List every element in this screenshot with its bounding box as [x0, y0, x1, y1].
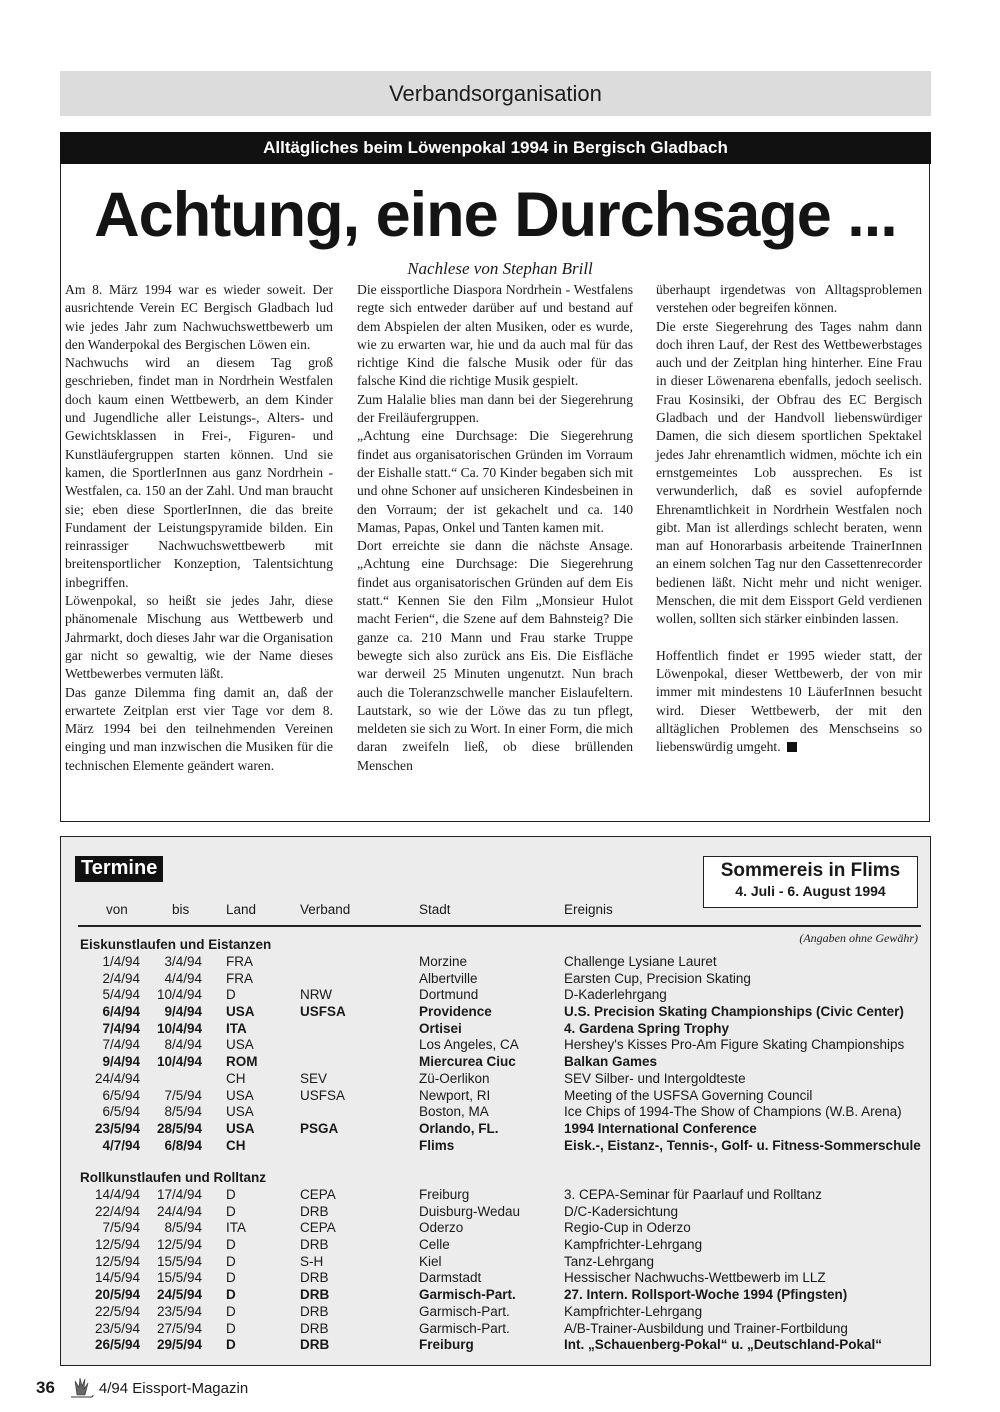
magazine-issue: 4/94 Eissport-Magazin: [98, 1379, 249, 1397]
cell-stadt: Garmisch-Part.: [419, 1287, 516, 1303]
cell-land: D: [226, 1253, 236, 1269]
event-row: [0, 1270, 1000, 1287]
cell-von: 26/5/94: [94, 1337, 140, 1353]
cell-von: 22/4/94: [94, 1203, 140, 1219]
cell-verband: PSGA: [300, 1120, 339, 1136]
cell-verband: CEPA: [300, 1220, 336, 1236]
cell-stadt: Newport, RI: [419, 1087, 491, 1103]
cell-bis: 8/4/94: [164, 1037, 202, 1053]
cell-stadt: Boston, MA: [419, 1104, 489, 1120]
header-ereignis: Ereignis: [564, 902, 613, 917]
event-row: [0, 1104, 1000, 1121]
cell-von: 5/4/94: [102, 987, 140, 1003]
cell-ereignis: Kampfrichter-Lehrgang: [564, 1303, 703, 1319]
cell-ereignis: A/B-Trainer-Ausbildung und Trainer-Fortbildung: [564, 1320, 848, 1336]
cell-bis: 12/5/94: [156, 1237, 202, 1253]
cell-ereignis: Balkan Games: [564, 1054, 658, 1070]
cell-von: 14/5/94: [94, 1270, 140, 1286]
paragraph: Das ganze Dilemma fing damit an, daß der erwartete Zeitplan erst vier Tage vor dem 8. März 1994 bei den teilnehmenden Vereinen einging und man inzwischen die Musiken für die technischen Elemente geändert waren.: [65, 684, 333, 773]
cell-verband: DRB: [300, 1287, 330, 1303]
article-column-1: [65, 281, 333, 775]
cell-ereignis: Meeting of the USFSA Governing Council: [564, 1087, 813, 1103]
paragraph: Dort erreichte sie dann die nächste Ansage. „Achtung eine Durchsage: Die Siegerehrung findet aus organisatorischen Gründen auf dem Eis statt.“ Kennen Sie den Film „Monsieur Hulot macht Ferien“, die Szene auf dem Bahnsteig? Die ganze ca. 210 Mann und Frau starke Truppe bewegte sich also zurück ans Eis. Die Eisfläche war derweil 25 Minuten ungenutzt. Nun brach auch die Toleranzschwelle mancher Eislaufeltern. Lautstark, so wie der Löwe das zu tun pflegt, meldeten sie sich zu Wort. In einer Form, die mich daran zweifeln ließ, ob diese brüllenden Menschen: [357, 538, 633, 773]
header-land: Land: [226, 902, 257, 917]
page-footer: [36, 1375, 248, 1401]
cell-stadt: Orlando, FL.: [419, 1120, 499, 1136]
event-row: [0, 1054, 1000, 1071]
cell-bis: 10/4/94: [156, 987, 202, 1003]
cell-land: FRA: [226, 954, 253, 969]
header-bis: bis: [172, 902, 190, 917]
event-row: [0, 1304, 1000, 1321]
category-heading: Eiskunstlaufen und Eistanzen: [80, 937, 272, 952]
cell-bis: 23/5/94: [156, 1303, 202, 1319]
event-row: [0, 1088, 1000, 1105]
section-banner: [60, 71, 931, 116]
event-row: [0, 1021, 1000, 1038]
cell-land: ITA: [226, 1220, 246, 1236]
cell-land: D: [226, 1320, 236, 1336]
cell-land: USA: [226, 1120, 255, 1136]
cell-ereignis: 27. Intern. Rollsport-Woche 1994 (Pfingsten): [564, 1287, 848, 1303]
cell-land: D: [226, 1237, 236, 1253]
paragraph: Die erste Siegerehrung des Tages nahm dann doch ihren Lauf, der Rest des Wettbewerbstages auch und der Zeitplan hing hinterher. Eine Frau in dieser Löwenarena ebenfalls, jedoch seelisch. Frau Kosinsiki, der Obfrau des EC Bergisch Gladbach und der Handvoll liebenswürdiger Damen, die sich diesem sportlichen Spektakel jedes Jahr ehrenamtlich widmen, möchte ich ein ernstgemeintes Lob aussprechen. Es ist verwunderlich, daß es soviel aufopfernde Ehrenamtlichkeit in Nordrhein Westfalen noch gibt. Man ist allerdings schlecht beraten, wenn man auf Honorarbasis arbeitende TrainerInnen an einem solchen Tag nur den Cassettenrecorder bedienen läßt. Nicht mehr und nicht weniger. Menschen, die mit dem Eissport Geld verdienen wollen, sollten sich stärker einbinden lassen.: [656, 318, 922, 627]
cell-ereignis: U.S. Precision Skating Championships (Civic Center): [564, 1004, 904, 1020]
cell-verband: DRB: [300, 1203, 329, 1219]
cell-von: 20/5/94: [94, 1287, 140, 1303]
cell-von: 7/4/94: [102, 1037, 140, 1053]
article-byline: Nachlese von Stephan Brill: [407, 259, 593, 278]
category-heading: Rollkunstlaufen und Rolltanz: [80, 1170, 266, 1185]
cell-land: D: [226, 1287, 236, 1303]
cell-von: 12/5/94: [94, 1253, 140, 1269]
cell-verband: NRW: [300, 987, 332, 1003]
cell-ereignis: Int. „Schauenberg-Pokal“ u. „Deutschland-Pokal“: [564, 1337, 883, 1353]
cell-stadt: Flims: [419, 1137, 455, 1153]
header-rule: [78, 925, 921, 927]
cell-stadt: Garmisch-Part.: [419, 1320, 510, 1336]
page-number: 36: [36, 1378, 55, 1397]
cell-bis: 7/5/94: [164, 1087, 202, 1103]
cell-von: 9/4/94: [102, 1054, 140, 1070]
header-von: von: [106, 902, 128, 917]
cell-verband: DRB: [300, 1303, 329, 1319]
cell-ereignis: Earsten Cup, Precision Skating: [564, 970, 751, 986]
cell-stadt: Los Angeles, CA: [419, 1037, 519, 1053]
cell-von: 7/4/94: [102, 1020, 140, 1036]
paragraph: „Achtung eine Durchsage: Die Siegerehrung findet aus organisatorischen Gründen im Vorraum der Eishalle statt.“ Ca. 70 Kinder begaben sich mit und ohne Schoner auf unsicheren Kindesbeinen in den Vorraum; der ist gekachelt und ca. 140 Mamas, Papas, Onkel und Tanten kamen mit.: [357, 428, 633, 535]
cell-stadt: Duisburg-Wedau: [419, 1203, 521, 1219]
cell-verband: DRB: [300, 1270, 329, 1286]
skate-wing-icon: [69, 1375, 95, 1401]
promo-dates: 4. Juli - 6. August 1994: [735, 883, 886, 899]
cell-bis: 3/4/94: [164, 954, 202, 969]
cell-stadt: Darmstadt: [419, 1270, 482, 1286]
header-stadt: Stadt: [419, 902, 451, 917]
paragraph: Löwenpokal, so heißt sie jedes Jahr, diese phänomenale Mischung aus Wettbewerb und Jahrmarkt, doch dieses Jahr war die Organisation gar nicht so gewaltig, wie der Name dieses Wettbewerbes vermuten läßt.: [65, 593, 333, 682]
cell-bis: 24/5/94: [156, 1287, 202, 1303]
cell-von: 14/4/94: [94, 1187, 140, 1202]
cell-land: D: [226, 1270, 236, 1286]
cell-von: 1/4/94: [102, 954, 140, 969]
cell-von: 6/4/94: [102, 1004, 140, 1020]
cell-von: 23/5/94: [94, 1120, 140, 1136]
article-headline: Achtung, eine Durchsage ...: [94, 180, 897, 250]
paragraph: Die eissportliche Diaspora Nordrhein - Westfalens regte sich entweder darüber auf und bestand auf dem Abspielen der alten Musiken, oder es wurde, wie zu erwarten war, hie und da auch mal für das richtige Kind die falsche Musik oder für das falsche Kind die richtige Musik gespielt.: [357, 282, 633, 389]
promo-box: [703, 856, 918, 908]
cell-land: ROM: [226, 1054, 258, 1070]
paragraph: überhaupt irgendetwas von Alltagsproblemen verstehen oder begreifen können.: [656, 282, 922, 316]
cell-stadt: Morzine: [419, 954, 468, 969]
cell-von: 24/4/94: [94, 1070, 140, 1086]
cell-verband: DRB: [300, 1237, 329, 1253]
cell-ereignis: Hershey's Kisses Pro-Am Figure Skating Championships: [564, 1037, 905, 1053]
cell-land: USA: [226, 1087, 254, 1103]
paragraph: Nachwuchs wird an diesem Tag groß geschrieben, findet man in Nordrhein Westfalen doch kaum einen Wettbewerb, an dem Kinder und Jugendliche aller Leistungs-, Alters- und Gewichtsklassen in Frei-, Figuren- und Kunstläufergruppen starten können. Und sie kamen, die SportlerInnen aus ganz Nordrhein - Westfalen, ca. 150 an der Zahl. Und man braucht sie; eben diese SportlerInnen, die das breite Fundament der Leistungspyramide bilden. Ein reinrassiger Nachwuchswettbewerb mit breitensportlicher Konzeption, Talentsichtung inbegriffen.: [65, 355, 333, 590]
cell-bis: 4/4/94: [164, 970, 202, 986]
cell-stadt: Dortmund: [419, 987, 479, 1003]
event-row: [0, 987, 1000, 1004]
event-list: [0, 1187, 1000, 1354]
cell-stadt: Garmisch-Part.: [419, 1303, 510, 1319]
cell-ereignis: Hessischer Nachwuchs-Wettbewerb im LLZ: [564, 1270, 826, 1286]
event-row: [0, 1204, 1000, 1221]
cell-bis: 8/5/94: [164, 1104, 202, 1120]
cell-bis: 24/4/94: [156, 1203, 202, 1219]
cell-von: 23/5/94: [94, 1320, 140, 1336]
cell-von: 4/7/94: [102, 1137, 140, 1153]
cell-land: USA: [226, 1004, 255, 1020]
cell-bis: 15/5/94: [156, 1270, 202, 1286]
cell-land: D: [226, 1337, 236, 1353]
paragraph: Zum Halalie blies man dann bei der Siegerehrung der Freiläufergruppen.: [357, 391, 633, 426]
cell-ereignis: Kampfrichter-Lehrgang: [564, 1237, 703, 1253]
cell-verband: USFSA: [300, 1087, 346, 1103]
event-row: [0, 971, 1000, 988]
cell-stadt: Freiburg: [419, 1337, 474, 1353]
cell-stadt: Albertville: [419, 970, 478, 986]
event-row: [0, 1121, 1000, 1138]
cell-von: 6/5/94: [102, 1087, 140, 1103]
cell-stadt: Oderzo: [419, 1220, 464, 1236]
cell-verband: DRB: [300, 1320, 329, 1336]
event-row: [0, 1321, 1000, 1338]
closing-paragraph: Hoffentlich findet er 1995 wieder statt, der Löwenpokal, dieser Wettbewerb, der von mir immer mit mindestens 10 LäuferInnen besucht wird. Dieser Wettbewerb, der mit den alltäglichen Problemen des Menschseins so liebenswürdig umgeht.: [656, 647, 922, 755]
promo-title: Sommereis in Flims: [720, 860, 901, 881]
cell-ereignis: Challenge Lysiane Lauret: [564, 954, 717, 969]
cell-land: D: [226, 1303, 236, 1319]
cell-verband: USFSA: [300, 1004, 346, 1020]
cell-bis: 27/5/94: [156, 1320, 202, 1336]
cell-verband: DRB: [300, 1337, 330, 1353]
event-row: [0, 1237, 1000, 1254]
event-row: [0, 1337, 1000, 1354]
cell-bis: 17/4/94: [156, 1187, 202, 1202]
cell-land: D: [226, 1187, 236, 1202]
cell-von: 7/5/94: [102, 1220, 140, 1236]
cell-von: 2/4/94: [102, 970, 140, 986]
cell-land: ITA: [226, 1020, 247, 1036]
cell-stadt: Miercurea Ciuc: [419, 1054, 516, 1070]
cell-stadt: Celle: [419, 1237, 450, 1253]
cell-ereignis: SEV Silber- und Intergoldteste: [564, 1070, 746, 1086]
event-row: [0, 954, 1000, 971]
cell-von: 22/5/94: [94, 1303, 140, 1319]
cell-land: D: [226, 987, 236, 1003]
cell-stadt: Freiburg: [419, 1187, 470, 1202]
termine-label: Termine: [75, 856, 163, 882]
cell-bis: 6/8/94: [164, 1137, 202, 1153]
cell-ereignis: D-Kaderlehrgang: [564, 987, 667, 1003]
cell-land: CH: [226, 1070, 246, 1086]
cell-stadt: Zü-Oerlikon: [419, 1070, 490, 1086]
cell-land: FRA: [226, 970, 253, 986]
cell-bis: 8/5/94: [164, 1220, 202, 1236]
section-title: Verbandsorganisation: [389, 80, 602, 106]
cell-ereignis: D/C-Kadersichtung: [564, 1203, 679, 1219]
cell-von: 12/5/94: [94, 1237, 140, 1253]
cell-verband: S-H: [300, 1253, 324, 1269]
cell-bis: 9/4/94: [164, 1004, 202, 1020]
cell-ereignis: 3. CEPA-Seminar für Paarlauf und Rolltanz: [564, 1187, 822, 1202]
event-row: [0, 1004, 1000, 1021]
event-row: [0, 1220, 1000, 1237]
end-of-article-icon: [787, 742, 797, 752]
cell-stadt: Ortisei: [419, 1020, 462, 1036]
cell-bis: 28/5/94: [156, 1120, 202, 1136]
cell-bis: 10/4/94: [156, 1020, 202, 1036]
cell-bis: 10/4/94: [156, 1054, 202, 1070]
event-list: [0, 954, 1000, 1154]
event-row: [0, 1187, 1000, 1204]
cell-land: D: [226, 1203, 236, 1219]
event-row: [0, 1037, 1000, 1054]
article-column-3: [656, 281, 922, 756]
cell-verband: SEV: [300, 1070, 328, 1086]
event-row: [0, 1254, 1000, 1271]
cell-ereignis: 1994 International Conference: [564, 1120, 757, 1136]
event-row: [0, 1287, 1000, 1304]
cell-land: CH: [226, 1137, 246, 1153]
cell-land: USA: [226, 1037, 254, 1053]
cell-land: USA: [226, 1104, 254, 1120]
cell-ereignis: Regio-Cup in Oderzo: [564, 1220, 691, 1236]
cell-ereignis: 4. Gardena Spring Trophy: [564, 1020, 730, 1036]
cell-bis: 15/5/94: [156, 1253, 202, 1269]
article-kicker: Alltägliches beim Löwenpokal 1994 in Bergisch Gladbach: [60, 132, 931, 164]
cell-ereignis: Tanz-Lehrgang: [564, 1253, 655, 1269]
cell-von: 6/5/94: [102, 1104, 140, 1120]
event-row: [0, 1138, 1000, 1155]
cell-bis: 29/5/94: [156, 1337, 202, 1353]
event-row: [0, 1071, 1000, 1088]
cell-ereignis: Eisk.-, Eistanz-, Tennis-, Golf- u. Fitness-Sommerschule: [564, 1137, 921, 1153]
disclaimer: (Angaben ohne Gewähr): [799, 931, 918, 945]
paragraph: Am 8. März 1994 war es wieder soweit. Der ausrichtende Verein EC Bergisch Gladbach lud wie jedes Jahr zum Nachwuchswettbewerb um den Wanderpokal des Bergischen Löwen ein.: [65, 282, 333, 352]
cell-ereignis: Ice Chips of 1994-The Show of Champions (W.B. Arena): [564, 1104, 902, 1120]
article-column-2: [357, 281, 633, 775]
cell-verband: CEPA: [300, 1187, 336, 1202]
header-verband: Verband: [300, 902, 351, 917]
cell-stadt: Kiel: [419, 1253, 442, 1269]
cell-stadt: Providence: [419, 1004, 492, 1020]
